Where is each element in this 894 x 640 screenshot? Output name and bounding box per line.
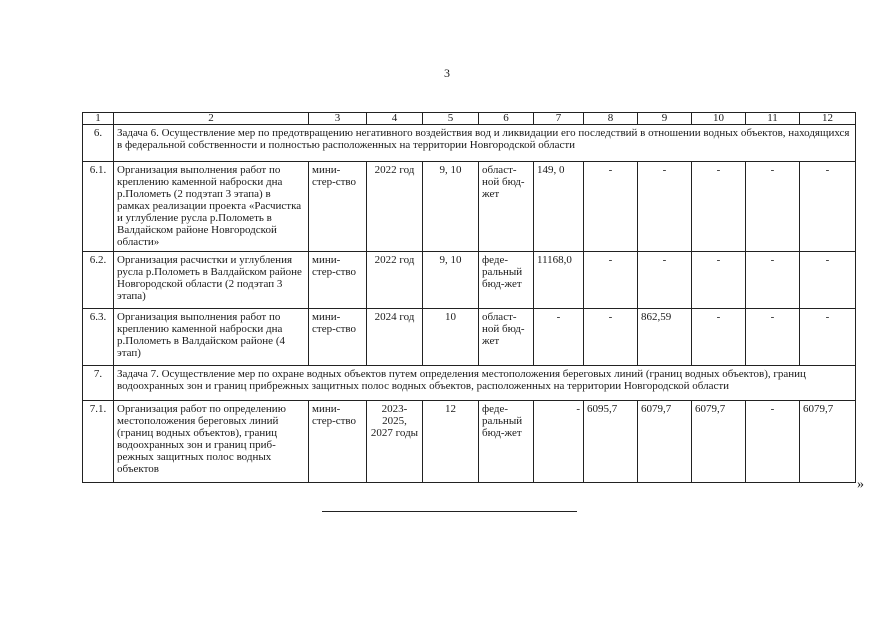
program-activities-table [82, 112, 856, 483]
task-description: Задача 6. Осуществление мер по предотвращению негативного воздействия вод и ликвидации его последствий в отношении водных объектов, находящихся в федеральной собственности и полностью расположенных на территории Новгородской области [114, 125, 856, 162]
value-col12: - [800, 309, 856, 366]
activity-name: Организация работ по определению местоположения береговых линий (границ водных объектов), границ водоохранных зон и границ приб-режных защитных полос водных объектов [114, 401, 309, 483]
value-col10: - [692, 162, 746, 252]
header-cell: 7 [534, 113, 584, 125]
value-col11: - [746, 309, 800, 366]
period: 2023-2025, 2027 годы [367, 401, 423, 483]
value-col8: - [584, 252, 638, 309]
value-col11: - [746, 162, 800, 252]
activity-name: Организация выполнения работ по креплению каменной наброски дна р.Полометь (2 подэтап 3 этапа) в рамках реализации проекта «Расчистка и углубление русла р.Полометь в Валдайском районе Новгородской области» [114, 162, 309, 252]
task-number: 7. [83, 366, 114, 401]
period: 2022 год [367, 162, 423, 252]
value-col8: - [584, 162, 638, 252]
header-cell: 1 [83, 113, 114, 125]
row-number: 6.3. [83, 309, 114, 366]
executor: мини-стер-ство [309, 309, 367, 366]
executor: мини-стер-ство [309, 252, 367, 309]
task-description: Задача 7. Осуществление мер по охране водных объектов путем определения местоположения береговых линий (границ водных объектов), границ водоохранных зон и границ прибрежных защитных полос водных объектов, расположенных на территории Новгородской области [114, 366, 856, 401]
funding-source: област-ной бюд-жет [479, 162, 534, 252]
target-indicators: 9, 10 [423, 252, 479, 309]
closing-quote: » [857, 477, 864, 492]
header-cell: 12 [800, 113, 856, 125]
header-cell: 8 [584, 113, 638, 125]
value-col7: 149, 0 [534, 162, 584, 252]
target-indicators: 9, 10 [423, 162, 479, 252]
header-cell: 10 [692, 113, 746, 125]
period: 2022 год [367, 252, 423, 309]
value-col7: - [534, 309, 584, 366]
task-number: 6. [83, 125, 114, 162]
executor: мини-стер-ство [309, 401, 367, 483]
row-number: 6.2. [83, 252, 114, 309]
header-cell: 11 [746, 113, 800, 125]
value-col8: 6095,7 [584, 401, 638, 483]
value-col7: 11168,0 [534, 252, 584, 309]
header-cell: 2 [114, 113, 309, 125]
table-row [83, 162, 856, 252]
header-cell: 4 [367, 113, 423, 125]
period: 2024 год [367, 309, 423, 366]
header-cell: 5 [423, 113, 479, 125]
target-indicators: 10 [423, 309, 479, 366]
value-col11: - [746, 252, 800, 309]
funding-source: феде-ральный бюд-жет [479, 252, 534, 309]
funding-source: феде-ральный бюд-жет [479, 401, 534, 483]
activity-name: Организация расчистки и углубления русла р.Полометь в Валдайском районе Новгородской области (2 подэтап 3 этапа) [114, 252, 309, 309]
value-col10: 6079,7 [692, 401, 746, 483]
value-col9: 6079,7 [638, 401, 692, 483]
target-indicators: 12 [423, 401, 479, 483]
funding-source: област-ной бюд-жет [479, 309, 534, 366]
activity-name: Организация выполнения работ по креплению каменной наброски дна р.Полометь в Валдайском районе (4 этап) [114, 309, 309, 366]
header-cell: 9 [638, 113, 692, 125]
row-number: 7.1. [83, 401, 114, 483]
value-col12: - [800, 252, 856, 309]
task-row [83, 125, 856, 162]
value-col10: - [692, 309, 746, 366]
value-col12: 6079,7 [800, 401, 856, 483]
table-row [83, 401, 856, 483]
task-row [83, 366, 856, 401]
header-cell: 3 [309, 113, 367, 125]
value-col9: 862,59 [638, 309, 692, 366]
value-col12: - [800, 162, 856, 252]
value-col8: - [584, 309, 638, 366]
value-col11: - [746, 401, 800, 483]
table-row [83, 252, 856, 309]
value-col7: - [534, 401, 584, 483]
executor: мини-стер-ство [309, 162, 367, 252]
header-row [83, 113, 856, 125]
header-cell: 6 [479, 113, 534, 125]
value-col9: - [638, 162, 692, 252]
row-number: 6.1. [83, 162, 114, 252]
value-col10: - [692, 252, 746, 309]
page-number: 3 [444, 66, 450, 80]
value-col9: - [638, 252, 692, 309]
table-row [83, 309, 856, 366]
footer-divider [322, 511, 577, 512]
